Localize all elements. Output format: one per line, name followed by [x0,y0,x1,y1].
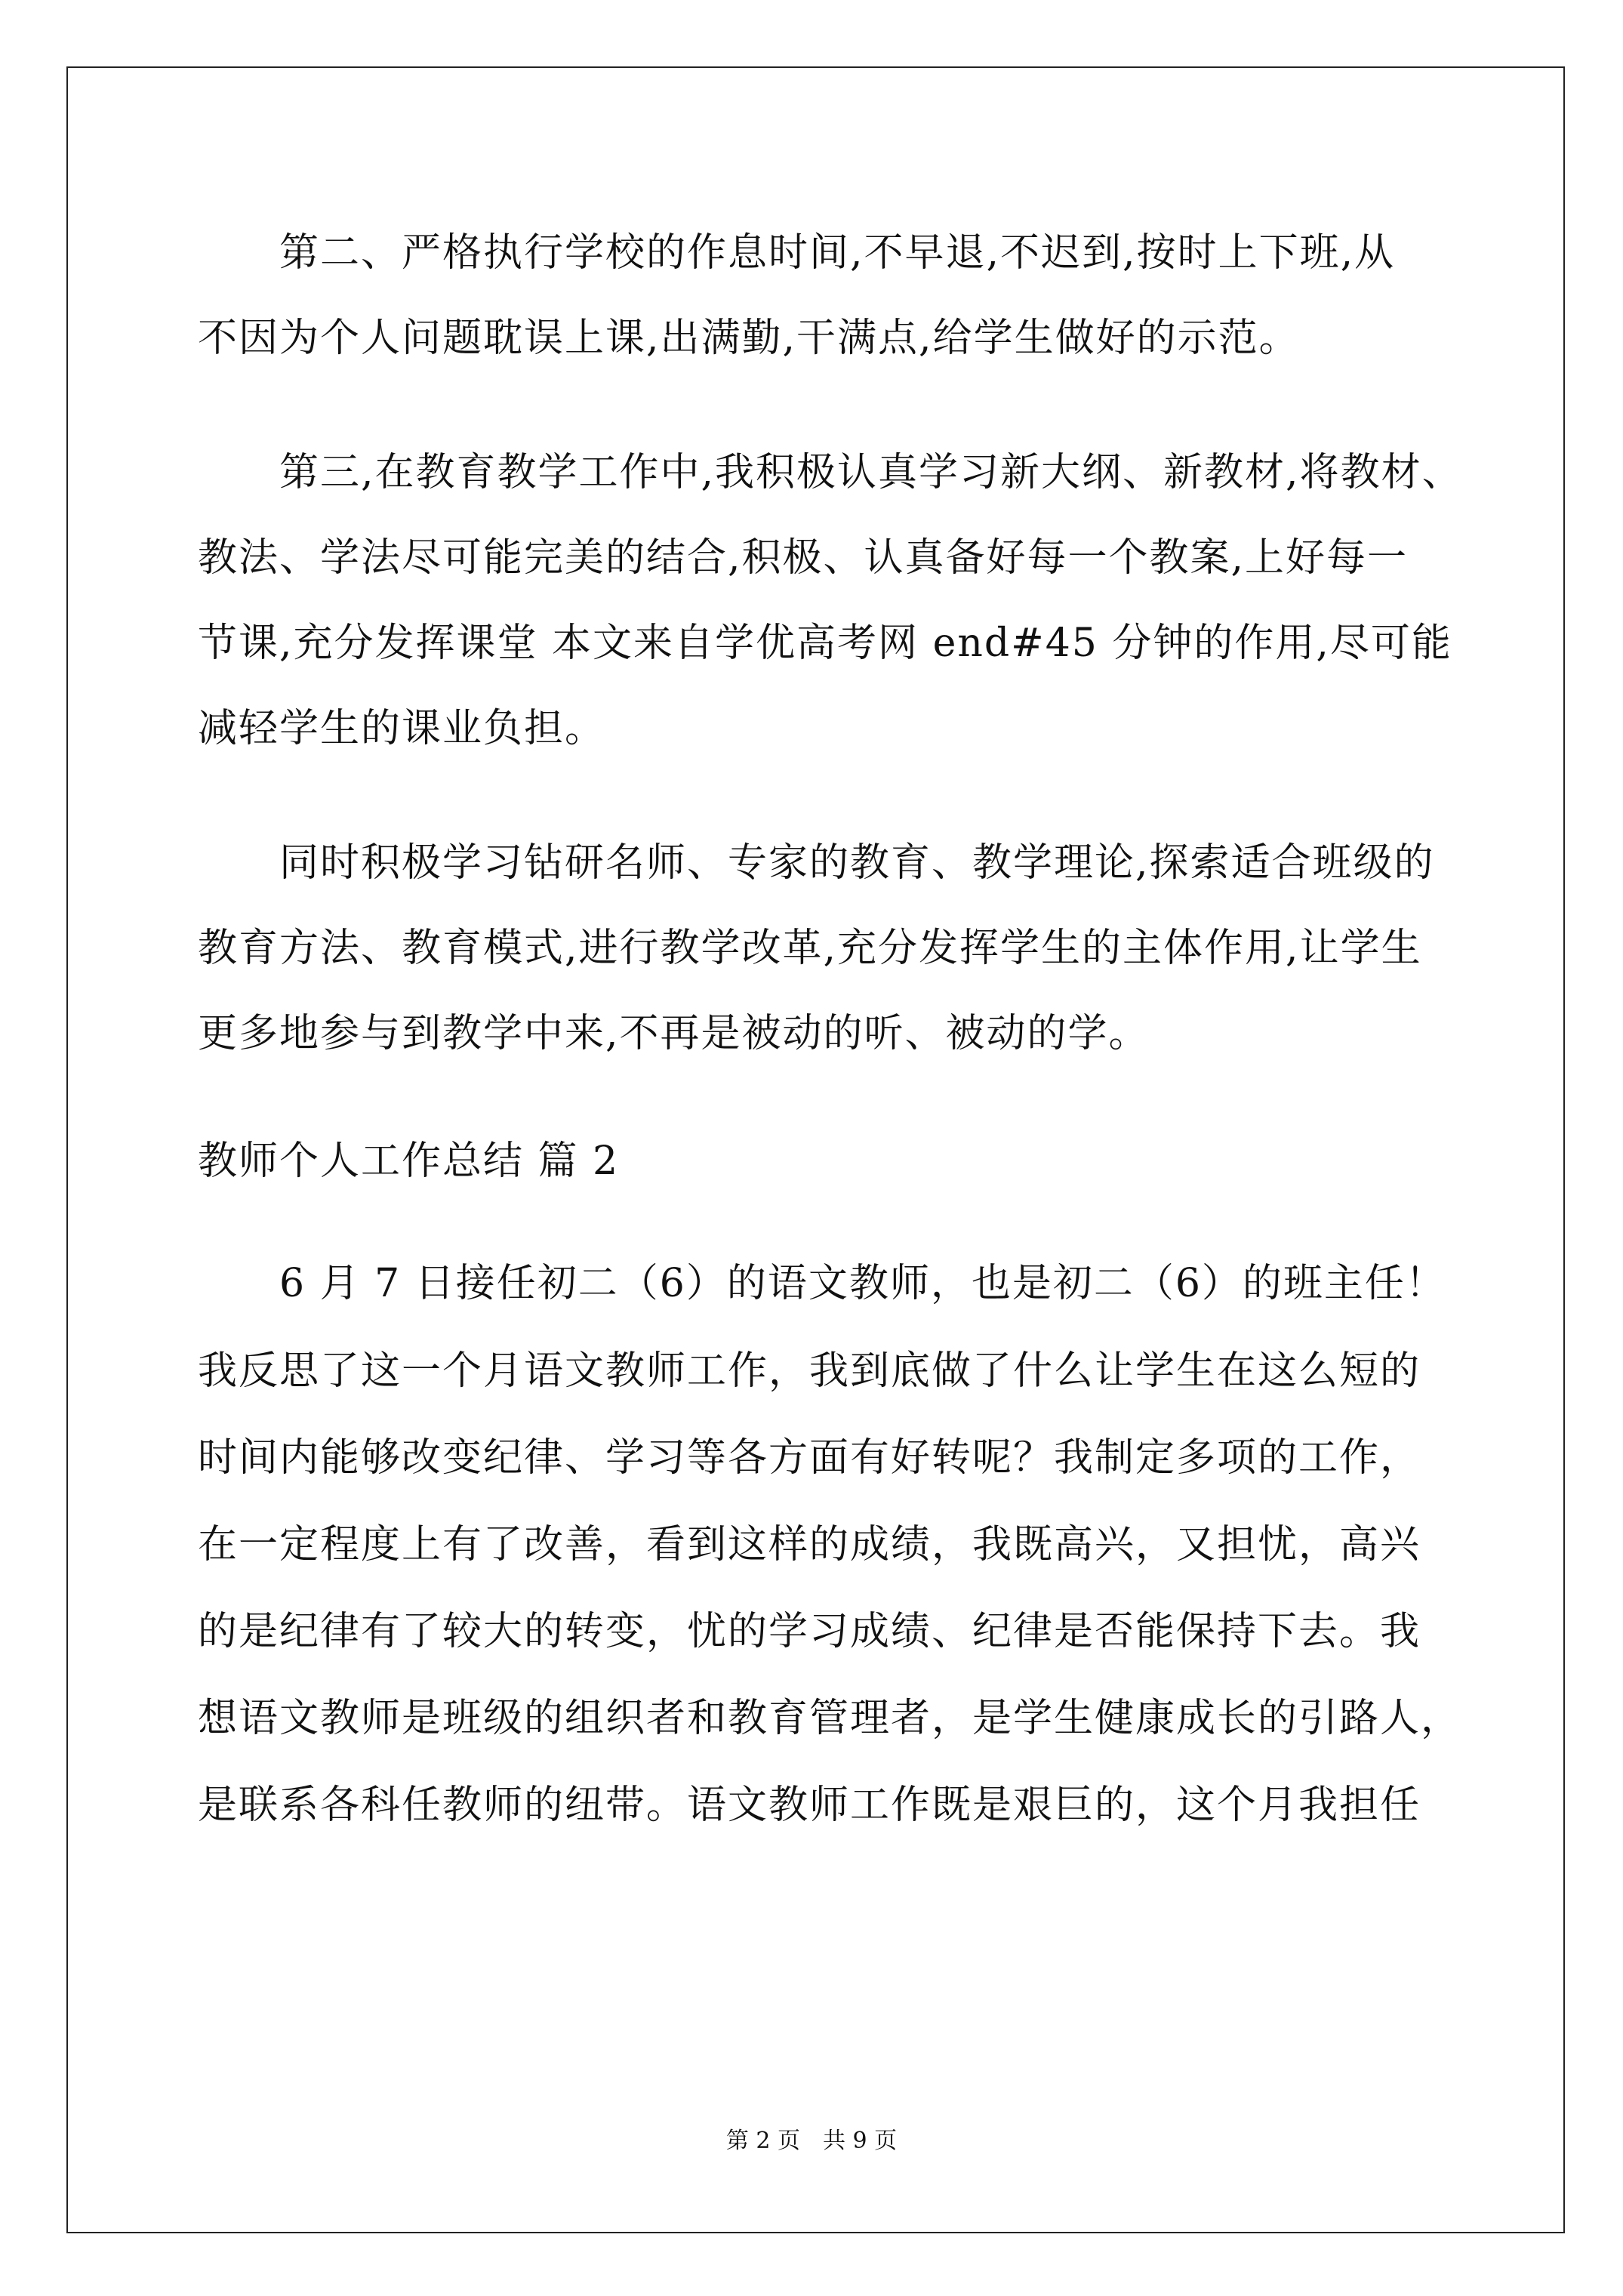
paragraph-line: 减轻学生的课业负担。 [198,706,606,751]
paragraph-line: 是联系各科任教师的纽带。语文教师工作既是艰巨的，这个月我担任 [198,1783,1421,1828]
paragraph-line: 节课,充分发挥课堂 本文来自学优高考网 end#45 分钟的作用,尽可能 [198,621,1452,666]
paragraph-line: 在一定程度上有了改善，看到这样的成绩，我既高兴，又担忧，高兴 [198,1522,1421,1567]
paragraph-line: 同时积极学习钻研名师、专家的教育、教学理论,探索适合班级的 [279,840,1435,886]
paragraph-line: 更多地参与到教学中来,不再是被动的听、被动的学。 [198,1011,1150,1056]
paragraph-line: 第三,在教育教学工作中,我积极认真学习新大纲、新教材,将教材、 [279,450,1463,495]
paragraph-line: 教育方法、教育模式,进行教学改革,充分发挥学生的主体作用,让学生 [198,926,1422,971]
section-heading: 教师个人工作总结 篇 2 [198,1139,620,1184]
paragraph-line: 第二、严格执行学校的作息时间,不早退,不迟到,按时上下班,从 [279,230,1396,276]
paragraph-line: 6 月 7 日接任初二（6）的语文教师，也是初二（6）的班主任！ [279,1261,1446,1306]
page-number: 第 2 页 共 9 页 [725,2128,898,2154]
paragraph-line: 我反思了这一个月语文教师工作，我到底做了什么让学生在这么短的 [198,1348,1421,1394]
paragraph-line: 的是纪律有了较大的转变，忧的学习成绩、纪律是否能保持下去。我 [198,1609,1421,1654]
paragraph-line: 不因为个人问题耽误上课,出满勤,干满点,给学生做好的示范。 [198,316,1300,361]
paragraph-line: 时间内能够改变纪律、学习等各方面有好转呢？我制定多项的工作， [198,1435,1421,1481]
paragraph-line: 想语文教师是班级的组织者和教育管理者，是学生健康成长的引路人， [198,1696,1462,1741]
paragraph-line: 教法、学法尽可能完美的结合,积极、认真备好每一个教案,上好每一 [198,535,1409,581]
